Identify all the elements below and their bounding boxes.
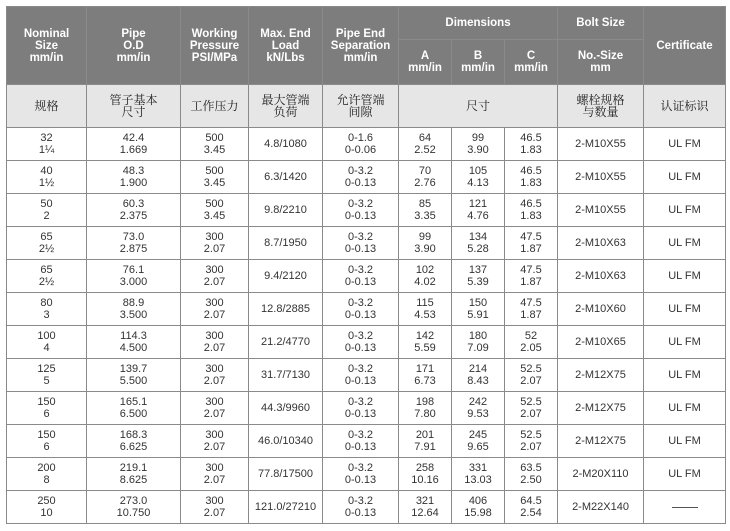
cell-bolt-size: 2-M10X55 (558, 128, 644, 161)
cell-max-end-load: 21.2/4770 (249, 326, 323, 359)
cell-dim-a: 99 3.90 (399, 227, 452, 260)
header-dim-c: C mm/in (505, 40, 558, 85)
cell-dim-c: 46.5 1.83 (505, 194, 558, 227)
cell-dim-a: 64 2.52 (399, 128, 452, 161)
cell-pipe-od: 76.1 3.000 (87, 260, 181, 293)
cell-dim-a: 171 6.73 (399, 359, 452, 392)
cell-pipe-end-separation: 0-3.2 0-0.13 (323, 260, 399, 293)
cell-bolt-size: 2-M22X140 (558, 491, 644, 524)
cell-dim-b: 121 4.76 (452, 194, 505, 227)
cell-nominal-size: 65 2½ (7, 227, 87, 260)
cell-pipe-end-separation: 0-3.2 0-0.13 (323, 326, 399, 359)
cn-header-working-pressure: 工作压力 (181, 85, 249, 128)
cell-dim-b: 99 3.90 (452, 128, 505, 161)
cell-pipe-od: 168.3 6.625 (87, 425, 181, 458)
header-dimensions: Dimensions (399, 7, 558, 40)
specification-table (6, 6, 726, 524)
cell-working-pressure: 300 2.07 (181, 260, 249, 293)
cell-bolt-size: 2-M10X63 (558, 260, 644, 293)
cell-nominal-size: 250 10 (7, 491, 87, 524)
cell-certificate: UL FM (644, 458, 726, 491)
cell-pipe-end-separation: 0-3.2 0-0.13 (323, 491, 399, 524)
cell-nominal-size: 150 6 (7, 392, 87, 425)
cell-certificate: UL FM (644, 326, 726, 359)
cell-dim-a: 115 4.53 (399, 293, 452, 326)
header-bolt-size: Bolt Size (558, 7, 644, 40)
table-row (7, 194, 726, 227)
cell-pipe-end-separation: 0-3.2 0-0.13 (323, 359, 399, 392)
cell-pipe-od: 73.0 2.875 (87, 227, 181, 260)
cell-pipe-end-separation: 0-1.6 0-0.06 (323, 128, 399, 161)
cell-certificate: UL FM (644, 260, 726, 293)
cell-bolt-size: 2-M12X75 (558, 359, 644, 392)
table-row (7, 293, 726, 326)
cell-nominal-size: 50 2 (7, 194, 87, 227)
cell-certificate: UL FM (644, 194, 726, 227)
cell-dim-b: 150 5.91 (452, 293, 505, 326)
cn-header-pipe-end-separation: 允许管端 间隙 (323, 85, 399, 128)
cell-working-pressure: 500 3.45 (181, 128, 249, 161)
cell-dim-c: 47.5 1.87 (505, 227, 558, 260)
cell-pipe-od: 139.7 5.500 (87, 359, 181, 392)
cell-dim-c: 52 2.05 (505, 326, 558, 359)
cell-bolt-size: 2-M12X75 (558, 425, 644, 458)
cn-header-dimensions: 尺寸 (399, 85, 558, 128)
cell-dim-b: 331 13.03 (452, 458, 505, 491)
header-no-size: No.-Size mm (558, 40, 644, 85)
table-row (7, 128, 726, 161)
cell-certificate: UL FM (644, 392, 726, 425)
cell-nominal-size: 65 2½ (7, 260, 87, 293)
cell-dim-a: 142 5.59 (399, 326, 452, 359)
cell-pipe-od: 88.9 3.500 (87, 293, 181, 326)
cell-working-pressure: 300 2.07 (181, 491, 249, 524)
table-row (7, 359, 726, 392)
cell-certificate (644, 491, 726, 524)
header-pipe-od: Pipe O.D mm/in (87, 7, 181, 85)
cell-dim-a: 85 3.35 (399, 194, 452, 227)
cell-dim-c: 47.5 1.87 (505, 293, 558, 326)
cell-dim-a: 70 2.76 (399, 161, 452, 194)
cell-certificate: UL FM (644, 359, 726, 392)
header-dim-b: B mm/in (452, 40, 505, 85)
cell-working-pressure: 300 2.07 (181, 458, 249, 491)
cell-pipe-end-separation: 0-3.2 0-0.13 (323, 161, 399, 194)
cell-dim-c: 63.5 2.50 (505, 458, 558, 491)
cell-nominal-size: 100 4 (7, 326, 87, 359)
cell-dim-a: 321 12.64 (399, 491, 452, 524)
cell-nominal-size: 40 1½ (7, 161, 87, 194)
cell-max-end-load: 12.8/2885 (249, 293, 323, 326)
cell-pipe-od: 42.4 1.669 (87, 128, 181, 161)
cell-working-pressure: 300 2.07 (181, 293, 249, 326)
cell-dim-a: 198 7.80 (399, 392, 452, 425)
cell-bolt-size: 2-M12X75 (558, 392, 644, 425)
cell-working-pressure: 300 2.07 (181, 359, 249, 392)
cell-pipe-od: 219.1 8.625 (87, 458, 181, 491)
cell-dim-b: 180 7.09 (452, 326, 505, 359)
cell-dim-a: 201 7.91 (399, 425, 452, 458)
cell-dim-b: 134 5.28 (452, 227, 505, 260)
cell-dim-c: 64.5 2.54 (505, 491, 558, 524)
cell-dim-c: 52.5 2.07 (505, 425, 558, 458)
cell-pipe-end-separation: 0-3.2 0-0.13 (323, 392, 399, 425)
cell-working-pressure: 500 3.45 (181, 194, 249, 227)
cell-dim-b: 406 15.98 (452, 491, 505, 524)
cell-pipe-end-separation: 0-3.2 0-0.13 (323, 194, 399, 227)
cell-certificate: UL FM (644, 227, 726, 260)
table-row (7, 260, 726, 293)
table-row (7, 392, 726, 425)
header-row-english (7, 7, 726, 40)
cell-pipe-od: 273.0 10.750 (87, 491, 181, 524)
cell-pipe-end-separation: 0-3.2 0-0.13 (323, 458, 399, 491)
cell-pipe-end-separation: 0-3.2 0-0.13 (323, 293, 399, 326)
cell-nominal-size: 125 5 (7, 359, 87, 392)
header-max-end-load: Max. End Load kN/Lbs (249, 7, 323, 85)
cell-max-end-load: 6.3/1420 (249, 161, 323, 194)
cell-dim-a: 102 4.02 (399, 260, 452, 293)
cell-max-end-load: 9.8/2210 (249, 194, 323, 227)
cell-max-end-load: 4.8/1080 (249, 128, 323, 161)
cn-header-bolt-size: 螺栓规格 与数量 (558, 85, 644, 128)
header-dim-a: A mm/in (399, 40, 452, 85)
cn-header-pipe-od: 管子基本 尺寸 (87, 85, 181, 128)
table-row (7, 458, 726, 491)
cn-header-nominal-size: 规格 (7, 85, 87, 128)
cell-dim-b: 105 4.13 (452, 161, 505, 194)
cn-header-max-end-load: 最大管端 负荷 (249, 85, 323, 128)
cell-dim-c: 52.5 2.07 (505, 392, 558, 425)
table-row (7, 161, 726, 194)
cell-pipe-od: 114.3 4.500 (87, 326, 181, 359)
cell-working-pressure: 300 2.07 (181, 425, 249, 458)
cell-bolt-size: 2-M10X65 (558, 326, 644, 359)
table-row (7, 227, 726, 260)
cell-pipe-od: 165.1 6.500 (87, 392, 181, 425)
cell-dim-c: 46.5 1.83 (505, 161, 558, 194)
cell-max-end-load: 46.0/10340 (249, 425, 323, 458)
header-working-pressure: Working Pressure PSI/MPa (181, 7, 249, 85)
cell-dim-b: 214 8.43 (452, 359, 505, 392)
cell-certificate: UL FM (644, 128, 726, 161)
cell-max-end-load: 44.3/9960 (249, 392, 323, 425)
header-pipe-end-separation: Pipe End Separation mm/in (323, 7, 399, 85)
cell-working-pressure: 300 2.07 (181, 227, 249, 260)
cell-pipe-od: 48.3 1.900 (87, 161, 181, 194)
cell-dim-b: 242 9.53 (452, 392, 505, 425)
cell-bolt-size: 2-M10X63 (558, 227, 644, 260)
table-body (7, 7, 726, 524)
cell-certificate: UL FM (644, 425, 726, 458)
cell-working-pressure: 300 2.07 (181, 392, 249, 425)
cell-dim-b: 245 9.65 (452, 425, 505, 458)
cell-certificate: UL FM (644, 293, 726, 326)
header-nominal-size: Nominal Size mm/in (7, 7, 87, 85)
table-row (7, 326, 726, 359)
header-row-chinese (7, 85, 726, 128)
cell-max-end-load: 9.4/2120 (249, 260, 323, 293)
cell-dim-c: 52.5 2.07 (505, 359, 558, 392)
cell-dim-c: 47.5 1.87 (505, 260, 558, 293)
cell-nominal-size: 200 8 (7, 458, 87, 491)
cell-bolt-size: 2-M10X60 (558, 293, 644, 326)
header-certificate: Certificate (644, 7, 726, 85)
cell-pipe-od: 60.3 2.375 (87, 194, 181, 227)
cell-bolt-size: 2-M10X55 (558, 161, 644, 194)
cell-certificate: UL FM (644, 161, 726, 194)
cell-bolt-size: 2-M20X110 (558, 458, 644, 491)
cell-nominal-size: 32 1¼ (7, 128, 87, 161)
cell-working-pressure: 500 3.45 (181, 161, 249, 194)
cn-header-certificate: 认证标识 (644, 85, 726, 128)
cell-dim-a: 258 10.16 (399, 458, 452, 491)
cell-dim-c: 46.5 1.83 (505, 128, 558, 161)
cell-working-pressure: 300 2.07 (181, 326, 249, 359)
cell-pipe-end-separation: 0-3.2 0-0.13 (323, 425, 399, 458)
cell-nominal-size: 80 3 (7, 293, 87, 326)
cell-bolt-size: 2-M10X55 (558, 194, 644, 227)
table-row (7, 425, 726, 458)
cell-nominal-size: 150 6 (7, 425, 87, 458)
cell-max-end-load: 31.7/7130 (249, 359, 323, 392)
cell-dim-b: 137 5.39 (452, 260, 505, 293)
table-row (7, 491, 726, 524)
cell-max-end-load: 121.0/27210 (249, 491, 323, 524)
cell-max-end-load: 8.7/1950 (249, 227, 323, 260)
cell-max-end-load: 77.8/17500 (249, 458, 323, 491)
cell-pipe-end-separation: 0-3.2 0-0.13 (323, 227, 399, 260)
empty-dash (672, 507, 698, 508)
